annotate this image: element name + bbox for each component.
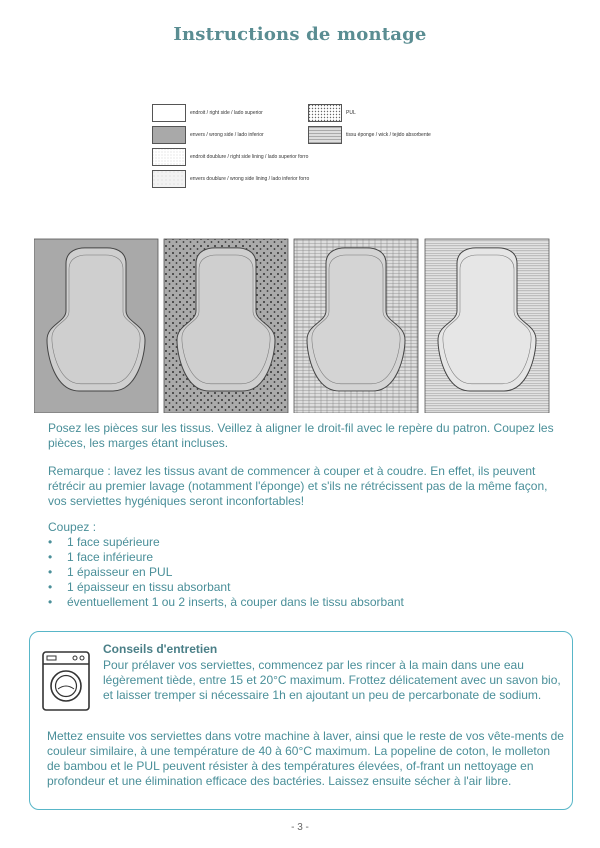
legend-label: endroit / right side / lado superior [190,110,263,116]
page-title: Instructions de montage [173,24,427,45]
list-item: • 1 face supérieure [48,535,404,550]
washing-machine-icon [41,650,91,712]
swatch-wrong-side-icon [152,126,186,144]
legend-label: tissu éponge / wick / tejido absorbente [346,132,431,138]
swatch-right-side-icon [152,104,186,122]
cutting-layout-illustration [34,237,564,413]
placement-paragraph: Posez les pièces sur les tissus. Veillez à aligner le droit-fil avec le repère du patron. Coupez les pièces, les marges étant incluses. [48,421,554,450]
panel-wick [294,239,418,413]
panel-lining [425,239,549,413]
swatch-pul-icon [308,104,342,122]
legend-label: endroit doublure / right side lining / lado superior forro [190,154,309,160]
panel-wrong-side [34,239,158,413]
list-item: • éventuellement 1 ou 2 inserts, à couper dans le tissu absorbant [48,595,404,610]
swatch-wick-icon [308,126,342,144]
cut-heading: Coupez : [48,520,97,534]
page-number: - 3 - [291,822,309,833]
legend-label: envers / wrong side / lado inferior [190,132,264,138]
swatch-lining-right-icon [152,148,186,166]
legend-label: PUL [346,110,356,116]
panel-pul [164,239,288,413]
list-item: • 1 épaisseur en PUL [48,565,404,580]
list-item: • 1 épaisseur en tissu absorbant [48,580,404,595]
list-item: • 1 face inférieure [48,550,404,565]
care-paragraph-wash: Mettez ensuite vos serviettes dans votre machine à laver, ainsi que le reste de vos vête-ments de couleur similaire, à une température de 40 à 60°C maximum. La popeline de coton, le molleton de bambou et le PUL peuvent résister à des températures élevées, of-frant un nettoyage en profondeur et une élimination efficace des bactéries. Laissez ensuite sécher à l'air libre. [47,729,564,788]
care-title: Conseils d'entretien [103,642,218,656]
care-tips-box [29,631,573,810]
cut-list [48,535,404,610]
care-paragraph-prewash: Pour prélaver vos serviettes, commencez par les rincer à la main dans une eau légèrement tiède, entre 15 et 20°C maximum. Frottez délicatement avec un savon bio, et laisser tremper si nécessaire 1h en ajoutant un peu de percarbonate de sodium. [103,658,561,702]
swatch-lining-wrong-icon [152,170,186,188]
legend-label: envers doublure / wrong side lining / lado inferior forro [190,176,310,182]
remark-paragraph: Remarque : lavez les tissus avant de commencer à couper et à coudre. En effet, ils peuvent rétrécir au premier lavage (notamment l'éponge) et s'ils ne rétrécissent pas de la même façon, vos serviettes hygéniques seront inconfortables! [48,464,548,508]
